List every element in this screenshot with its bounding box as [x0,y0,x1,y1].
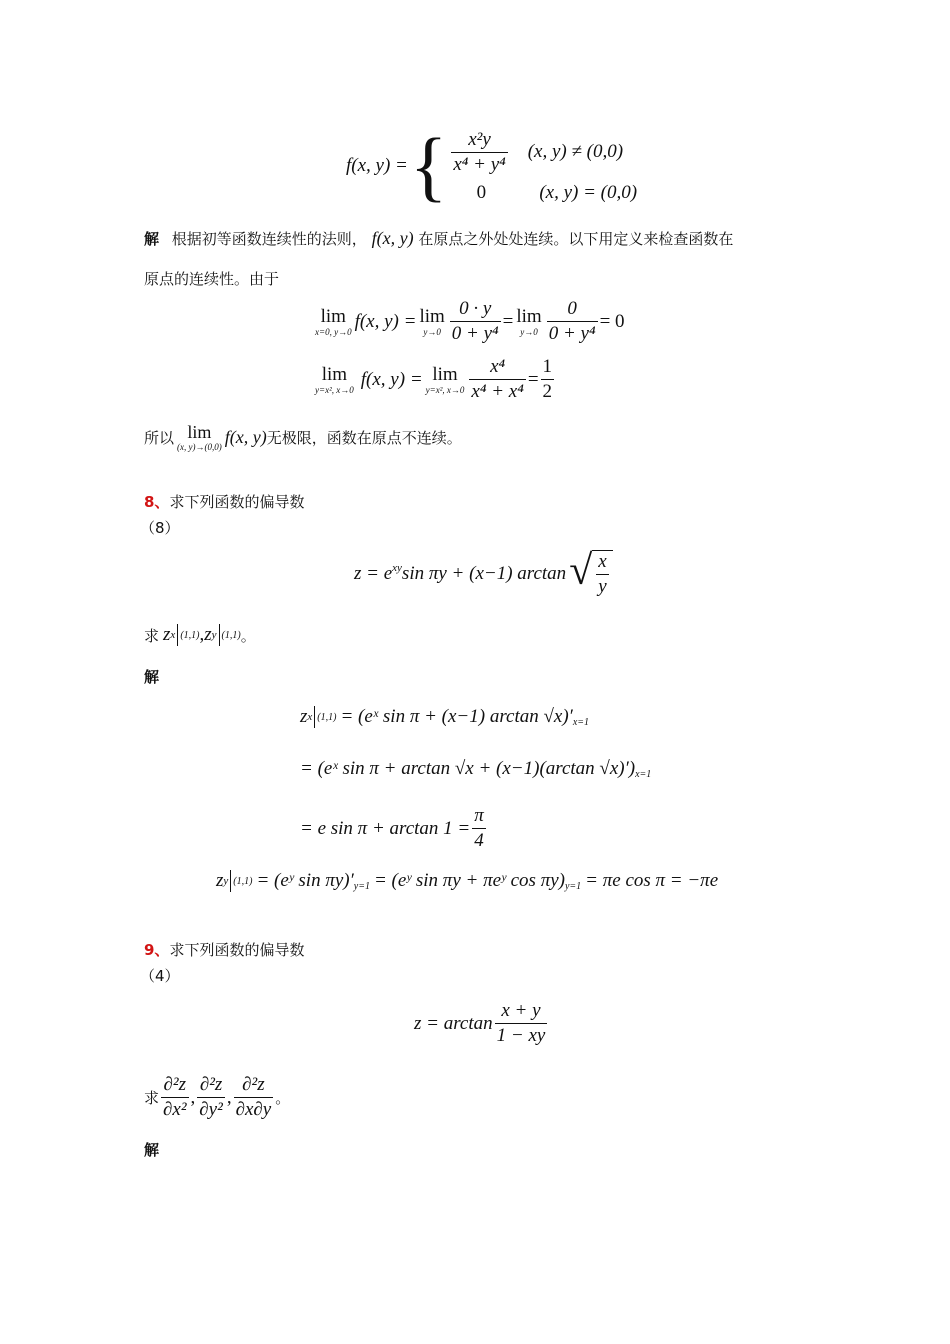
question-9-equation [414,1000,549,1047]
conclusion-text: 无极限，函数在原点不连续。 [266,428,462,447]
q8-zy-line: z y (1,1) = (eʸ sin πy)′ $_{y=1}$ = (eʸ sin πy + πeʸ cos πy) $_{y=1}$ = πe cos π = −πe [216,870,719,892]
case1-numerator: x²y [468,128,491,150]
case2-condition: (x, y) = (0,0) [539,181,638,203]
q8-eq-exponent: xy [392,562,402,574]
q9-eq-fraction: $\frac{x + y}{1 - xy}$ [496,1000,546,1046]
q8-zx-step2: = (eˣ sin π + arctan √x + (x−1)(arctan √x)′) [300,758,636,779]
q9-eq-pre: z = arctan [414,1012,493,1034]
q8-zx-line3 [300,805,488,852]
q8-zy-result: = πe cos π = −πe [585,870,719,891]
lim2-result-fraction: $\frac{1}{2}$ [542,356,553,402]
case1-condition: (x, y) ≠ (0,0) [527,141,624,162]
lim2-fraction: $\frac{\text{x⁴}}{\text{x⁴ + x⁴}}$ [471,356,524,402]
piecewise-lhs: f(x, y) = [346,155,408,176]
question-9-heading [144,939,304,960]
conclusion-prefix: 所以 [144,428,175,447]
lim2-expression: f(x, y) = [360,368,423,390]
lim-operator: lim x=0, y→0 [315,306,352,337]
q8-zx-step3: = e sin π + arctan 1 = [300,817,471,839]
question-9-number: 9、 [144,941,170,959]
case1-denominator: x⁴ + y⁴ [453,153,506,175]
lim-operator: lim y=x², x→0 [425,364,465,395]
solution-paragraph-line2: 原点的连续性。由于 [144,270,280,288]
d2z-dy2: $\frac{\text{∂²z}}{\text{∂y²}}$ [199,1074,223,1120]
q8-eq-pre: z = e [354,563,393,584]
q8-zx-line1: z x (1,1) = (eˣ sin π + (x−1) arctan √x)′ $_{x=1}$ [300,706,590,728]
case1-fraction [451,129,507,176]
q8-zy: z [204,624,212,645]
solution-paragraph-line1 [144,228,733,249]
question-8-solution-label: 解 [144,668,160,686]
solution-text-a: 根据初等函数连续性的法则， [171,230,367,248]
question-9-subpart: （4） [140,967,180,985]
lim-operator: lim y→0 [516,306,542,337]
q9-ask-suffix: 。 [275,1089,291,1107]
lim1-fraction-2: $\frac{0}{\text{0 + y⁴}}$ [548,298,596,344]
q8-ask-prefix: 求 [144,626,160,645]
question-9-title: 求下列函数的偏导数 [169,941,305,959]
question-9-solution-label: 解 [144,1141,160,1159]
q8-zx-line2: = (eˣ sin π + arctan √x + (x−1)(arctan √x)′) $_{x=1}$ [300,758,652,780]
lim1-result: = 0 [599,310,625,332]
solution-text-b: 在原点之外处处连续。以下用定义来检查函数在 [418,230,734,248]
lim-operator: lim y=x², x→0 [315,364,354,395]
question-8-ask: 求 z x (1,1) , z y (1,1) 。 [144,624,256,645]
q8-zy-step2: = (eʸ sin πy + πeʸ cos πy) [373,870,565,891]
lim1-expression: f(x, y) = [354,310,417,332]
question-8-title: 求下列函数的偏导数 [169,493,305,511]
solution-label: 解 [144,230,160,248]
question-8-number: 8、 [144,493,170,511]
question-8-subpart: （8） [140,519,180,537]
piecewise-definition [346,122,637,210]
question-9-ask: 求 $\frac{\text{∂²z}}{\text{∂x²}}$ , $\frac{\text{∂²z}}{\text{∂y²}}$ , $\frac{\text{∂²z}}{\partial x\partial y}$ 。 [144,1074,291,1120]
question-8-equation [354,550,613,598]
case2-value: 0 [476,181,487,203]
d2z-dxdy: $\frac{\text{∂²z}}{\partial x\partial y}$ [235,1074,272,1120]
conclusion-line [144,422,462,452]
q8-pi-over-4: $\frac{\pi}{4}$ [474,805,484,851]
q8-zx: z [163,624,171,645]
q8-ask-suffix: 。 [240,626,256,645]
left-brace: { [409,122,448,209]
q8-zx-step1: = (eˣ sin π + (x−1) arctan √x)′ [340,706,573,727]
q8-eq-mid: sin πy + (x−1) arctan [401,563,567,584]
limit-equation-2: lim y=x², x→0 f(x, y) = lim y=x², x→0 $\frac{\text{x⁴}}{\text{x⁴ + x⁴}}$ = $\frac{1}{2}$ [315,356,553,402]
solution-fxy: f(x, y) [371,228,414,248]
q8-zy-step1: = (eʸ sin πy)′ [256,870,354,891]
conclusion-fxy: f(x, y) [224,426,267,447]
limit-equation-1: lim x=0, y→0 f(x, y) = lim y→0 $\frac{0 \cdot y}{\text{0 + y⁴}}$ = lim y→0 $\frac{0}{\text{0 + y⁴}}$ = 0 [315,298,625,344]
question-8-heading [144,491,304,512]
q9-ask-prefix: 求 [144,1089,160,1107]
lim-operator: lim (x, y)→(0,0) [177,422,222,452]
d2z-dx2: $\frac{\text{∂²z}}{\text{∂x²}}$ [163,1074,187,1120]
q8-sqrt: √ $\frac{x}{y}$ [569,550,613,598]
lim-operator: lim y→0 [419,306,445,337]
lim1-fraction-1: $\frac{0 \cdot y}{\text{0 + y⁴}}$ [451,298,499,344]
